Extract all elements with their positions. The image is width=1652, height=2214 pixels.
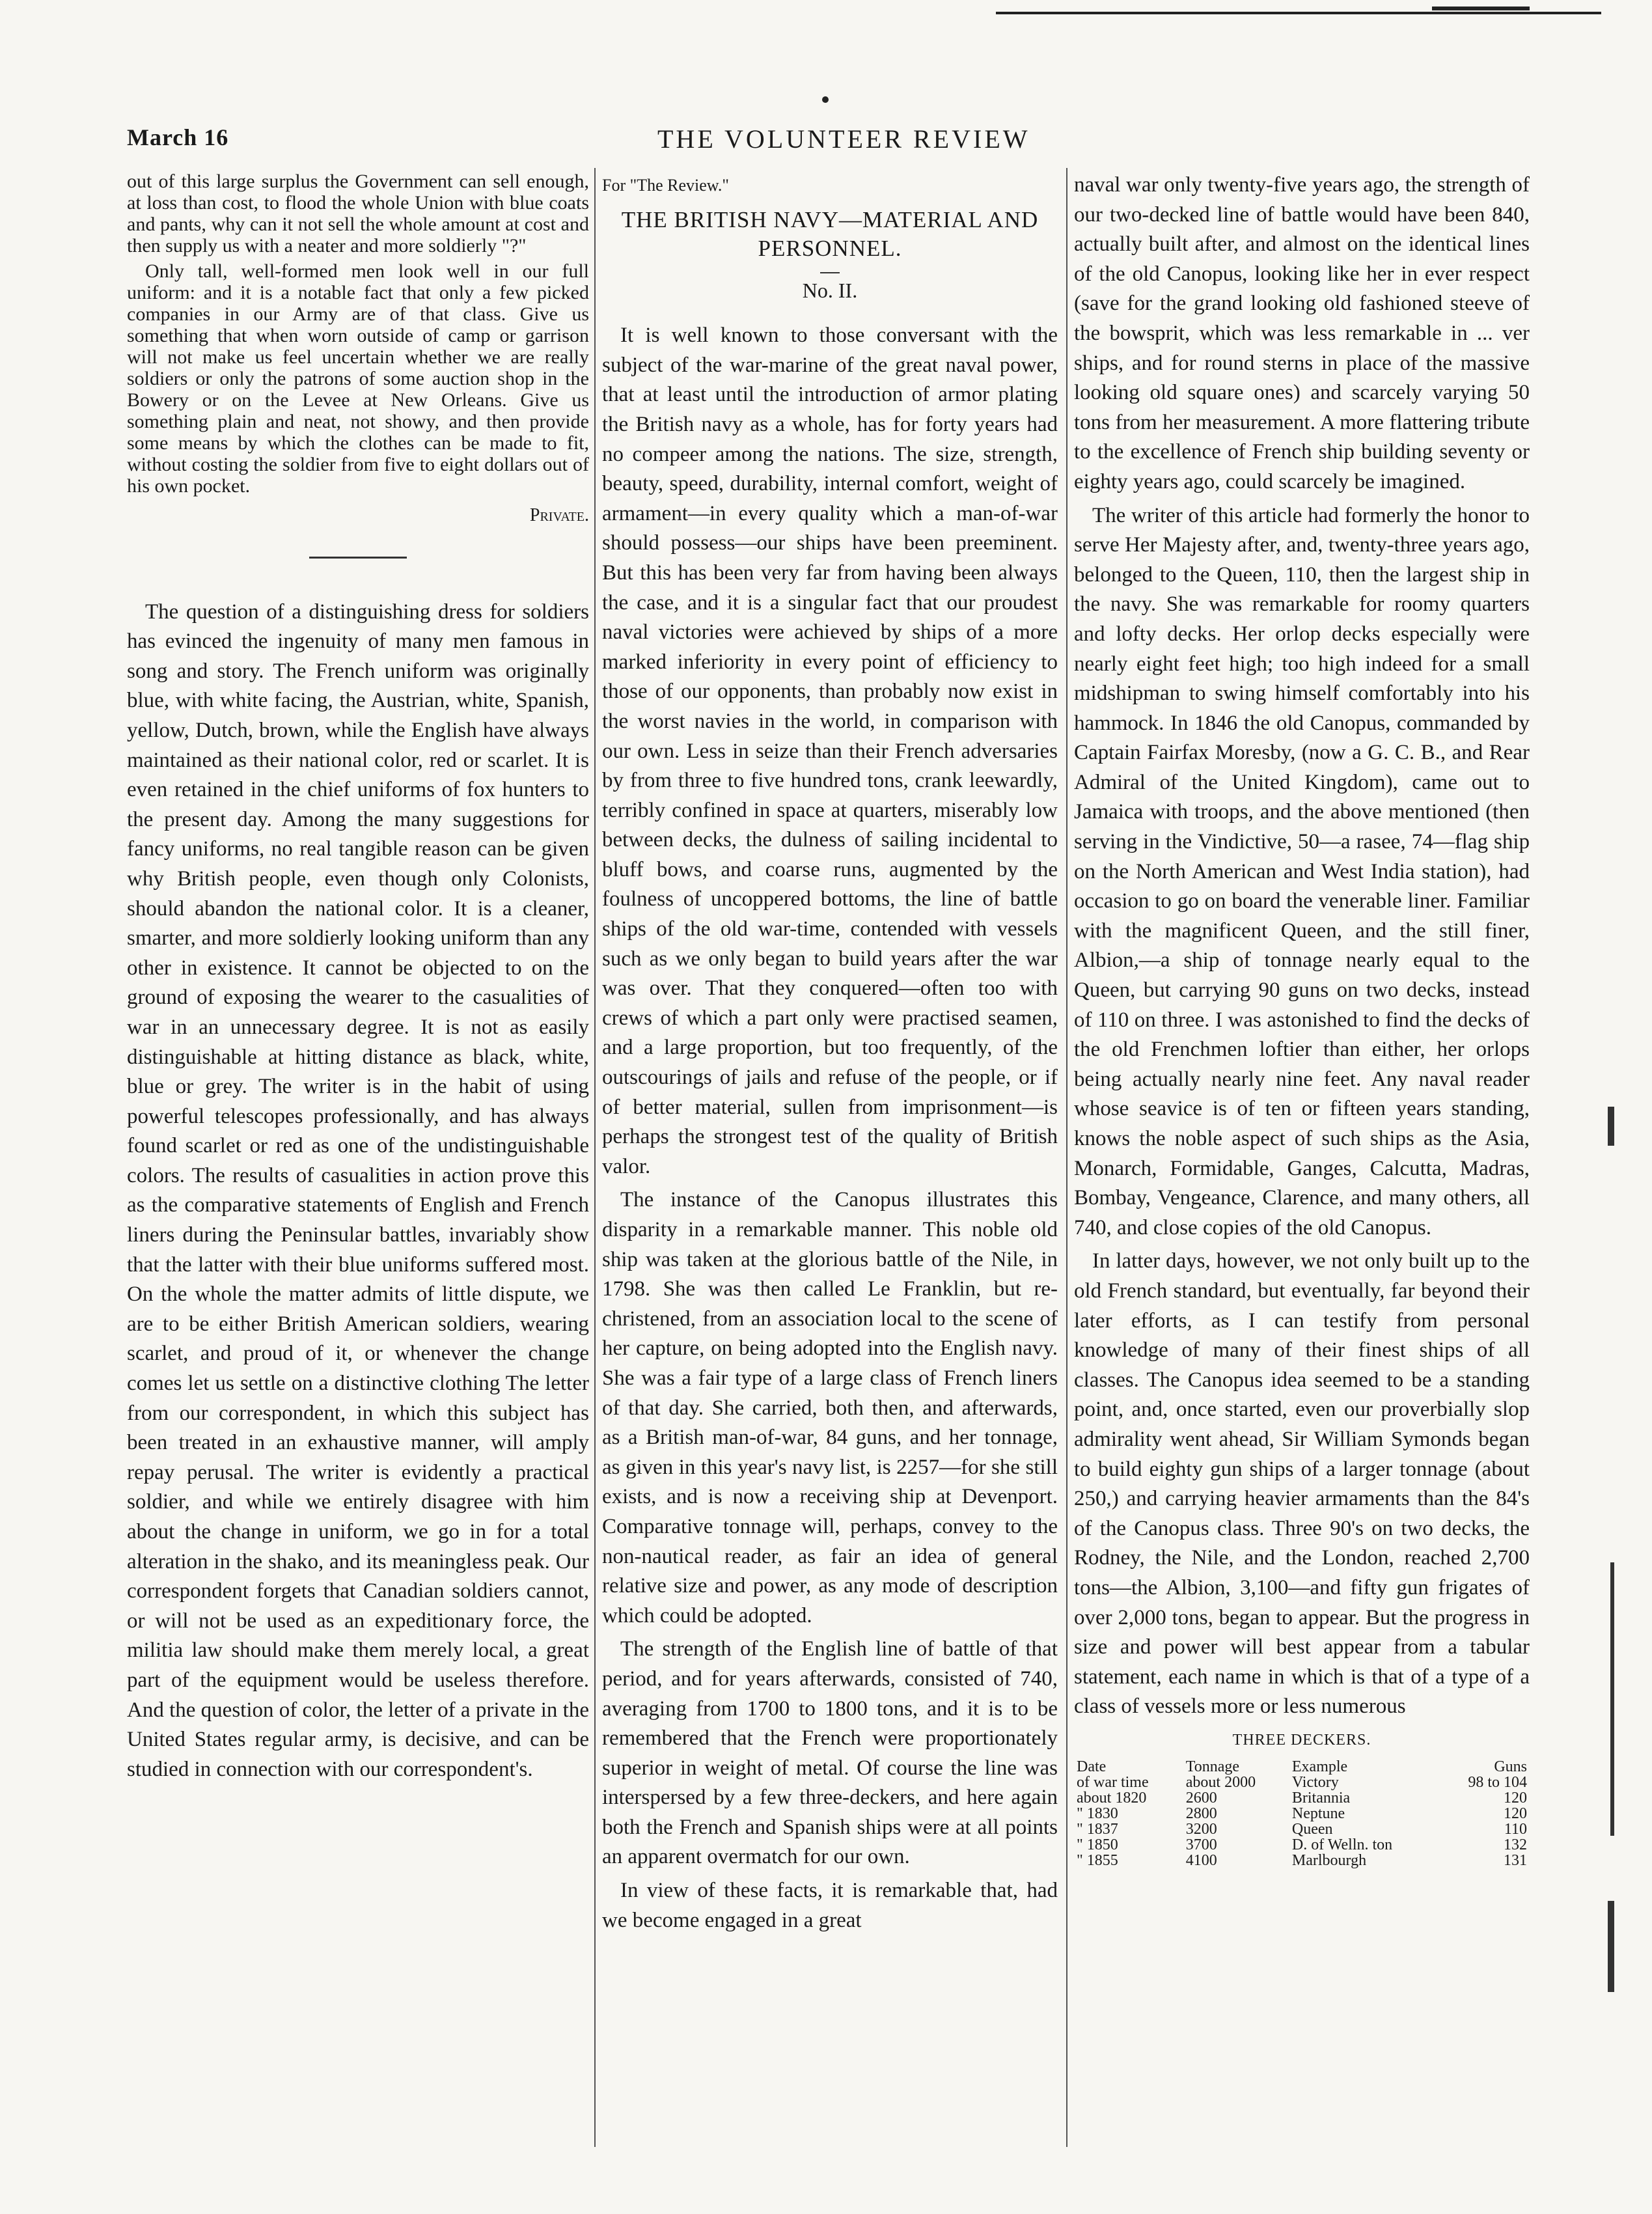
paragraph: Only tall, well-formed men look well in our full uniform: and it is a notable fact that only a few picked companies in our Army are of that class. Give us something that when worn outside of camp or garrison will not make us feel uncertain whether we are really soldiers or only the patrons of some auction shop in the Bowery or on the Levee at New Orleans. Give us something plain and neat, not showy, and then provide some means by which the clothes can be made to fit, without costing the soldier from five to eight dollars out of his own pocket. <box>127 260 589 497</box>
table-cell: 4100 <box>1185 1852 1217 1870</box>
table-header: Example <box>1291 1758 1348 1776</box>
table-cell: " 1830 <box>1077 1805 1118 1823</box>
table-cell: 3700 <box>1185 1836 1217 1854</box>
table-cell: Queen <box>1291 1821 1333 1838</box>
table-row <box>1074 1837 1530 1853</box>
paragraph: The writer of this article had formerly the honor to serve Her Majesty after, and, twenty-three years ago, belonged to the Queen, 110, then the largest ship in the navy. She was remarkable for roomy quarters and lofty decks. Her orlop decks especially were nearly eight feet high; too high indeed for a small midshipman to swing himself comfortably into his hammock. In 1846 the old Canopus, commanded by Captain Fairfax Moresby, (now a G. C. B., and Rear Admiral of the United Kingdom), came out to Jamaica with troops, and the above mentioned (then serving in the Vindictive, 50—a rasee, 74—flag ship on the North American and West India station), had occasion to go on board the venerable liner. Familiar with the magnificent Queen, and the still finer, Albion,—a ship of tonnage nearly equal to the Queen, but carrying 90 guns on two decks, instead of 110 on three. I was astonished to find the decks of the old Frenchmen loftier than either, her orlops being actually nearly nine feet. Any naval reader whose seavice is of ten or fifteen years standing, knows the noble aspect of such ships as the Asia, Monarch, Formidable, Ganges, Calcutta, Madras, Bombay, Vengeance, Clarence, and many others, all 740, and close copies of the old Canopus. <box>1074 503 1530 1239</box>
table-cell: 98 to 104 <box>1468 1774 1527 1792</box>
table-cell: Victory <box>1291 1774 1339 1792</box>
paragraph: In latter days, however, we not only built up to the old French standard, but eventually, far beyond their later efforts, as I can testify from personal knowledge of many of their finest ships of all classes. The Canopus idea seemed to be a standing point, and, once started, even our proverbially slop admirality went ahead, Sir William Symonds began to build eighty gun ships of a larger tonnage (about 250,) and carrying heavier armaments than the 84's of the Canopus class. Three 90's on two decks, the Rodney, the Nile, and the London, reached 2,700 tons—the Albion, 3,100—and fifty gun frigates of over 2,000 tons, began to appear. But the progress in size and power will best appear from a tabular statement, each name in which is that of a type of a class of vessels more or less numerous <box>1074 1249 1530 1719</box>
three-deckers-table <box>1074 1759 1530 1868</box>
table-cell: Neptune <box>1291 1805 1345 1823</box>
table-cell: of war time <box>1077 1774 1149 1792</box>
table-cell: Britannia <box>1291 1790 1351 1807</box>
byline: For "The Review." <box>602 176 729 195</box>
page-header <box>127 124 1546 163</box>
table-cell: 120 <box>1504 1805 1527 1823</box>
top-rule-thick <box>1432 7 1530 10</box>
table-cell: D. of Welln. ton <box>1291 1836 1393 1854</box>
table-cell: " 1850 <box>1077 1836 1118 1854</box>
paragraph: out of this large surplus the Government can sell enough, at loss than cost, to flood the whole Union with blue coats and pants, why can it not sell the whole amount at cost and then supply us with a neater and more soldierly "?" <box>127 171 589 256</box>
paragraph: The question of a distinguishing dress for soldiers has evinced the ingenuity of many men famous in song and story. The French uniform was originally blue, with white facing, the Austrian, white, Spanish, yellow, Dutch, brown, while the English have always maintained as their national color, red or scarlet. It is even retained in the chief uniforms of fox hunters to the present day. Among the many suggestions for fancy uniforms, no real tangible reason can be given why British people, even though only Colonists, should abandon the national color. It is a cleaner, smarter, and more soldierly looking uniform than any other in existence. It cannot be objected to on the ground of exposing the wearer to the casualities of war in an unnecessary degree. It is not as easily distinguishable at hitting distance as black, white, blue or grey. The writer is in the habit of using powerful telescopes professionally, and has always found scarlet or red as one of the undistinguishable colors. The results of casualities in action prove this as the comparative statements of English and French liners during the Peninsular battles, invariably show that the latter with their blue uniforms suffered most. On the whole the matter admits of little dispute, we are to be either British American soldiers, wearing scarlet, and proud of it, or whenever the change comes let us settle on a distinctive clothing The letter from our correspondent, in which this subject has been treated in an exhaustive manner, will amply repay perusal. The writer is evidently a practical soldier, and while we entirely disagree with him about the change in uniform, we go in for a total alteration in the shako, and its meaningless peak. Our correspondent forgets that Canadian soldiers cannot, or will not be used as an expeditionary force, the militia law should make them merely local, a great part of the equipment would be useless therefore. And the question of color, the letter of a private in the United States regular army, is decisive, and can be studied in connection with our correspondent's. <box>127 600 589 1781</box>
masthead-title: THE VOLUNTEER REVIEW <box>657 124 1030 154</box>
title-dash <box>820 272 840 273</box>
section-divider <box>309 557 407 559</box>
table-cell: 131 <box>1504 1852 1527 1870</box>
article-title: THE BRITISH NAVY—MATERIAL AND PERSONNEL. <box>621 206 1039 261</box>
table-header: Date <box>1077 1758 1107 1776</box>
table-cell: 110 <box>1504 1821 1527 1838</box>
table-cell: 3200 <box>1185 1821 1217 1838</box>
column-divider-left <box>594 168 596 2147</box>
scan-edge-mark <box>1610 1562 1614 1836</box>
table-header: Guns <box>1494 1758 1527 1776</box>
paragraph: naval war only twenty-five years ago, the strength of our two-decked line of battle would have been 840, actually built after, and almost on the identical lines of the old Canopus, looking like her in ever respect (save for the grand looking old fashioned steeve of the bowsprit, which was less remarkable in ... ver ships, and for round sterns in place of the massive looking old square ones) and scarcely varying 50 tons from her measurement. A more flattering tribute to the excellence of French ship building seventy or eighty years ago, could scarcely be imagined. <box>1074 173 1530 493</box>
paragraph: It is well known to those conversant with the subject of the war-marine of the great naval power, that at least until the introduction of armor plating the British navy as a whole, has for forty years had no compeer among the nations. The size, strength, beauty, speed, durability, internal comfort, weight of armament—in every quality which a man-of-war should possess—our ships have been preeminent. But this has been very far from having been always the case, and it is a singular fact that our proudest naval victories were achieved by ships of a more marked inferiority in every point of efficiency to those of our opponents, than probably now exist in the worst navies in the world, in comparison with our own. Less in seize than their French adversaries by from three to five hundred tons, crank leewardly, terribly confined in space at quarters, miserably low between decks, the dulness of sailing incidental to bluff bows, and coarse runs, augmented by the foulness of uncoppered bottoms, the line of battle ships of the old war-time, contended with vessels such as we only began to build years after the war was over. That they conquered—often too with crews of which a part only were practised seamen, and a large proportion, but too frequently, of the outscourings of jails and refuse of the people, or if of better material, sullen from imprisonment—is perhaps the strongest test of the quality of British valor. <box>602 324 1058 1178</box>
table-row <box>1074 1790 1530 1806</box>
issue-date: March 16 <box>127 124 229 150</box>
table-cell: 132 <box>1504 1836 1527 1854</box>
table-row <box>1074 1806 1530 1821</box>
article-number <box>602 272 1058 306</box>
table-cell: about 1820 <box>1077 1790 1147 1807</box>
table-cell: Marlbourgh <box>1291 1852 1367 1870</box>
table-cell: " 1855 <box>1077 1852 1118 1870</box>
paragraph: In view of these facts, it is remarkable that, had we become engaged in a great <box>602 1879 1058 1932</box>
table-cell: about 2000 <box>1185 1774 1256 1792</box>
paragraph: The strength of the English line of battle of that period, and for years afterwards, consisted of 740, averaging from 1700 to 1800 tons, and it is to be remembered that the French were proportionately superior in weight of metal. Of course the line was interspersed by a few three-deckers, and here again both the French and Spanish ships were at all points an apparent overmatch for our own. <box>602 1637 1058 1869</box>
ornament-dot <box>822 96 829 103</box>
table-row <box>1074 1821 1530 1837</box>
table-header: Tonnage <box>1185 1758 1240 1776</box>
table-row <box>1074 1853 1530 1868</box>
scan-edge-mark <box>1608 1107 1614 1146</box>
table-cell: 120 <box>1504 1790 1527 1807</box>
table-row <box>1074 1775 1530 1790</box>
table-cell: 2600 <box>1185 1790 1217 1807</box>
table-header-row <box>1074 1759 1530 1775</box>
column-right <box>1074 171 1530 1868</box>
column-divider-right <box>1066 168 1067 2147</box>
table-cell: " 1837 <box>1077 1821 1118 1838</box>
table-title: THREE DECKERS. <box>1232 1731 1371 1749</box>
article-number-text: No. II. <box>802 278 858 302</box>
column-left <box>127 171 589 1788</box>
column-middle <box>602 171 1058 1939</box>
top-rule <box>996 12 1601 14</box>
scan-edge-mark <box>1608 1901 1614 1992</box>
signature: Private. <box>529 505 589 525</box>
paragraph: The instance of the Canopus illustrates this disparity in a remarkable manner. This noble old ship was taken at the glorious battle of the Nile, in 1798. She was then called Le Franklin, but re-christened, from an association local to the scene of her capture, on being adopted into the English navy. She was a fair type of a large class of French liners of that day. She carried, both then, and afterwards, as a British man-of-war, 84 guns, and her tonnage, as given in this year's navy list, is 2257—for she still exists, and is now a receiving ship at Devenport. Comparative tonnage will, perhaps, convey to the non-nautical reader, as fair an idea of general relative size and power, as any mode of description which could be adopted. <box>602 1188 1058 1627</box>
table-cell: 2800 <box>1185 1805 1217 1823</box>
